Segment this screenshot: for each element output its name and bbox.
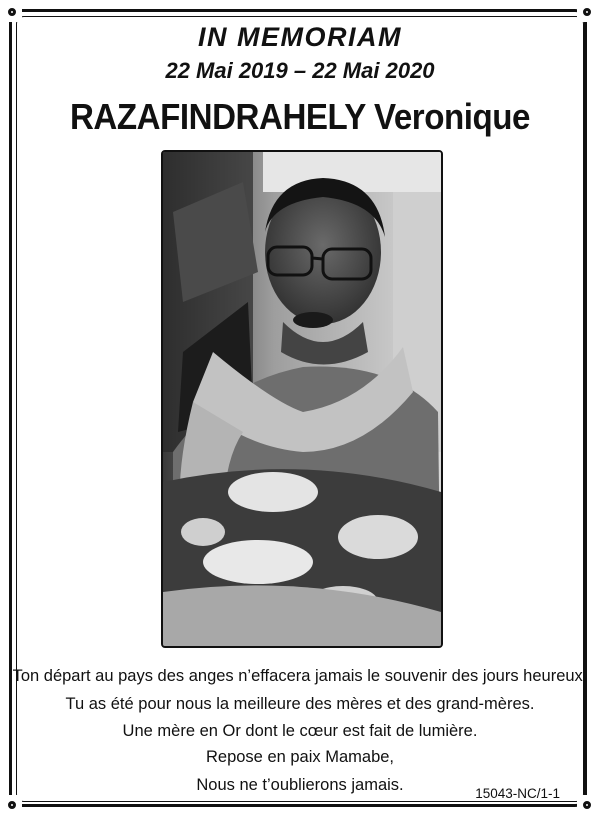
message-line: Nous ne t’oublierons jamais.: [196, 776, 404, 794]
corner-ornament-icon: [577, 6, 593, 22]
portrait-photo-icon: [163, 152, 441, 646]
portrait-photo: [161, 150, 443, 648]
memoriam-title: IN MEMORIAM: [198, 22, 402, 52]
message-line: Ton départ au pays des anges n’effacera jamais le souvenir des jours heureux.: [12, 667, 588, 685]
reference-code: 15043-NC/1-1: [475, 786, 560, 801]
deceased-name: RAZAFINDRAHELY Veronique: [69, 96, 531, 137]
message-line: Repose en paix Mamabe,: [205, 748, 395, 766]
corner-ornament-icon: [6, 6, 22, 22]
memoriam-dates: 22 Mai 2019 – 22 Mai 2020: [165, 58, 435, 83]
message-line: Tu as été pour nous la meilleure des mères et des grand-mères.: [65, 695, 535, 713]
corner-ornament-icon: [577, 795, 593, 811]
corner-ornament-icon: [6, 795, 22, 811]
message-line: Une mère en Or dont le cœur est fait de lumière.: [122, 722, 478, 740]
